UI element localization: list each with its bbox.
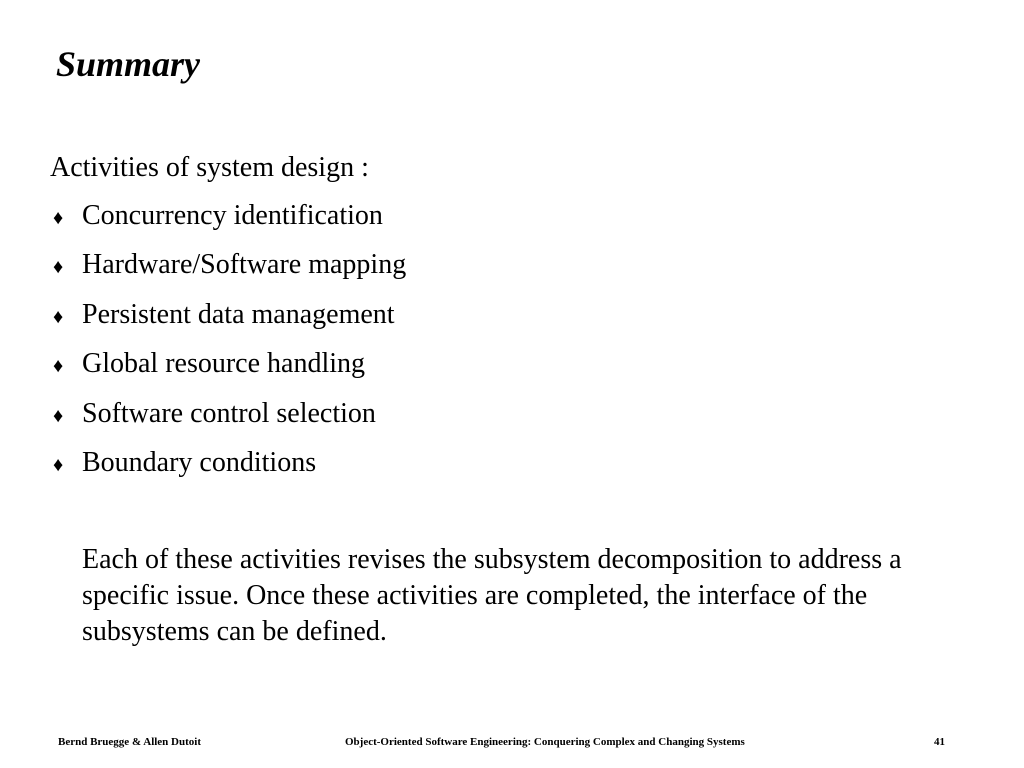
slide-title: Summary <box>56 44 201 84</box>
bullet-text: Software control selection <box>82 397 376 429</box>
bullet-text: Hardware/Software mapping <box>82 249 407 281</box>
footer-page-number: 41 <box>934 736 945 748</box>
bullet-text: Persistent data management <box>82 298 395 330</box>
summary-paragraph: Each of these activities revises the subsystem decomposition to address a specific issue. Once these activities are completed, the interface of the subsystems can be defined. <box>82 544 902 647</box>
bullet-item <box>50 295 406 344</box>
bullet-list <box>50 196 406 492</box>
bullet-text: Global resource handling <box>82 348 366 380</box>
footer-authors: Bernd Bruegge & Allen Dutoit <box>58 736 201 748</box>
diamond-bullet-icon: ♦ <box>53 256 64 279</box>
footer-book-title: Object-Oriented Software Engineering: Conquering Complex and Changing Systems <box>345 736 745 748</box>
intro-text: Activities of system design : <box>50 152 369 183</box>
bullet-item <box>50 443 406 492</box>
diamond-bullet-icon: ♦ <box>53 355 64 378</box>
bullet-text: Concurrency identification <box>82 200 383 231</box>
diamond-bullet-icon: ♦ <box>53 453 64 476</box>
bullet-item <box>50 196 406 245</box>
diamond-bullet-icon: ♦ <box>53 305 64 328</box>
diamond-bullet-icon: ♦ <box>53 404 64 427</box>
bullet-item <box>50 344 406 393</box>
diamond-bullet-icon: ♦ <box>53 207 64 229</box>
bullet-item <box>50 245 406 294</box>
bullet-item <box>50 394 406 443</box>
bullet-text: Boundary conditions <box>82 446 317 478</box>
